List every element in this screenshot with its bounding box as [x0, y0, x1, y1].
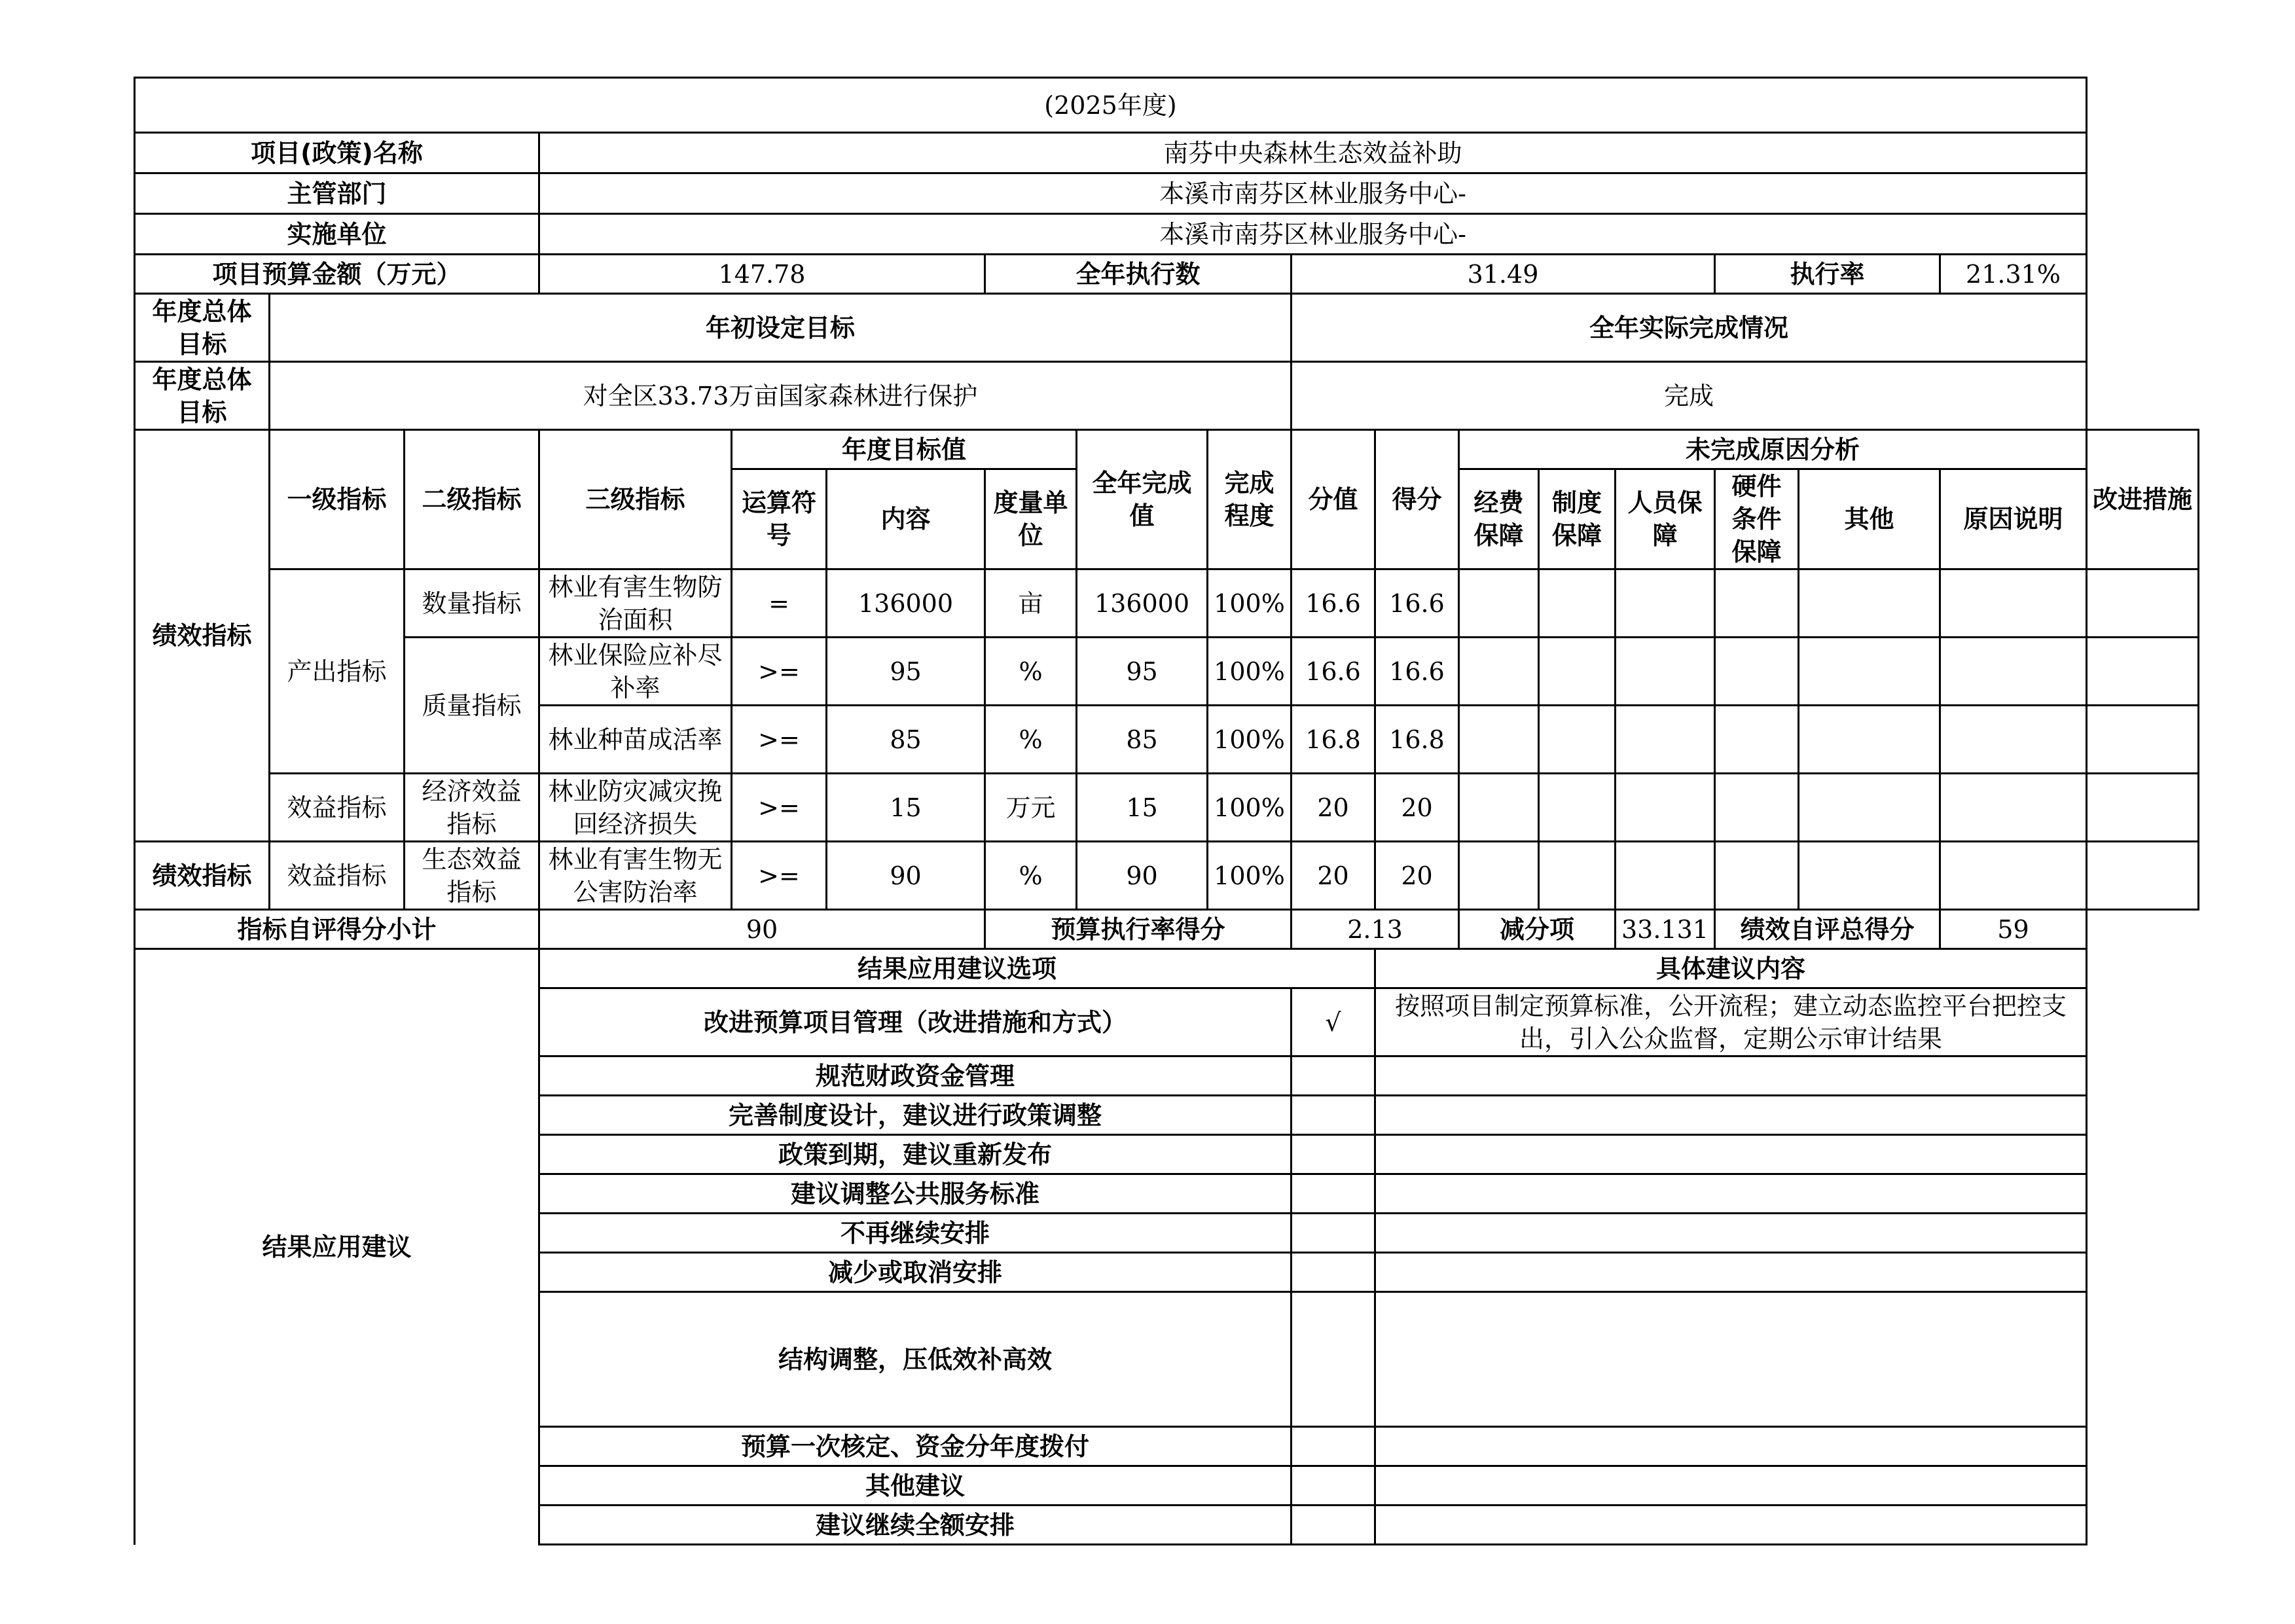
exec-rate-label: 执行率 — [1714, 255, 1940, 294]
header-level1: 一级指标 — [270, 430, 405, 569]
option-check — [1292, 1135, 1375, 1174]
level3-cell: 林业种苗成活率 — [539, 706, 732, 774]
content-cell: 95 — [827, 638, 985, 706]
option-check — [1292, 1214, 1375, 1253]
score-cell: 20 — [1375, 842, 1459, 910]
annual-goal-label: 年度总体目标 — [135, 362, 270, 430]
operator-cell: >= — [732, 706, 827, 774]
annual-goal-label: 年度总体目标 — [135, 294, 270, 362]
actual-cell: 15 — [1077, 774, 1208, 842]
header-reason-system: 制度保障 — [1539, 469, 1616, 569]
unit-label: 实施单位 — [135, 214, 539, 255]
dept-label: 主管部门 — [135, 173, 539, 214]
subtotal-label: 指标自评得分小计 — [135, 910, 539, 949]
project-name: 南芬中央森林生态效益补助 — [539, 133, 2087, 173]
level3-cell: 林业有害生物无公害防治率 — [539, 842, 732, 910]
score-value-cell: 16.6 — [1292, 638, 1375, 706]
level1-cell: 效益指标 — [270, 842, 405, 910]
exec-value: 31.49 — [1292, 255, 1715, 294]
option-check: √ — [1292, 988, 1375, 1056]
operator-cell: >= — [732, 774, 827, 842]
level3-cell: 林业防灾减灾挽回经济损失 — [539, 774, 732, 842]
option-check — [1292, 1056, 1375, 1096]
level2-cell: 经济效益指标 — [405, 774, 539, 842]
level1-cell: 效益指标 — [270, 774, 405, 842]
option-label: 预算一次核定、资金分年度拨付 — [539, 1427, 1292, 1466]
option-content: 按照项目制定预算标准，公开流程；建立动态监控平台把控支出，引入公众监督，定期公示审计结果 — [1375, 988, 2087, 1056]
results-options-header: 结果应用建议选项 — [539, 949, 1375, 988]
operator-cell: = — [732, 569, 827, 638]
content-cell: 85 — [827, 706, 985, 774]
option-check — [1292, 1427, 1375, 1466]
header-annual-target: 年度目标值 — [732, 430, 1077, 469]
actual-cell: 95 — [1077, 638, 1208, 706]
option-check — [1292, 1096, 1375, 1135]
header-reason-hardware: 硬件条件保障 — [1714, 469, 1798, 569]
exec-label: 全年执行数 — [985, 255, 1292, 294]
budget-label: 项目预算金额（万元） — [135, 255, 539, 294]
option-label: 不再继续安排 — [539, 1214, 1292, 1253]
header-score: 得分 — [1375, 430, 1459, 569]
total-score-value: 59 — [1940, 910, 2086, 949]
header-completion-degree: 完成程度 — [1208, 430, 1292, 569]
score-cell: 16.6 — [1375, 638, 1459, 706]
header-unit: 度量单位 — [985, 469, 1077, 569]
actual-completion-header: 全年实际完成情况 — [1292, 294, 2087, 362]
table-row — [135, 842, 2199, 910]
initial-goal-value: 对全区33.73万亩国家森林进行保护 — [270, 362, 1292, 430]
option-label: 结构调整，压低效补高效 — [539, 1292, 1292, 1427]
results-content-header: 具体建议内容 — [1375, 949, 2087, 988]
option-label: 政策到期，建议重新发布 — [539, 1135, 1292, 1174]
budget-score-value: 2.13 — [1292, 910, 1459, 949]
level2-cell: 生态效益指标 — [405, 842, 539, 910]
option-content — [1375, 1214, 2087, 1253]
option-content — [1375, 1466, 2087, 1506]
actual-completion-value: 完成 — [1292, 362, 2087, 430]
actual-cell: 90 — [1077, 842, 1208, 910]
score-cell: 20 — [1375, 774, 1459, 842]
deduct-value: 33.131 — [1616, 910, 1715, 949]
unit-cell: % — [985, 706, 1077, 774]
option-label: 建议调整公共服务标准 — [539, 1174, 1292, 1214]
perf-indicator-label: 绩效指标 — [135, 842, 270, 910]
option-check — [1292, 1253, 1375, 1292]
header-score-value: 分值 — [1292, 430, 1375, 569]
budget-score-label: 预算执行率得分 — [985, 910, 1292, 949]
operator-cell: >= — [732, 638, 827, 706]
option-check — [1292, 1174, 1375, 1214]
option-content — [1375, 1096, 2087, 1135]
unit-cell: % — [985, 842, 1077, 910]
score-cell: 16.6 — [1375, 569, 1459, 638]
option-check — [1292, 1506, 1375, 1545]
option-label: 改进预算项目管理（改进措施和方式） — [539, 988, 1292, 1056]
option-content — [1375, 1135, 2087, 1174]
header-level2: 二级指标 — [405, 430, 539, 569]
dept-value: 本溪市南芬区林业服务中心- — [539, 173, 2087, 214]
degree-cell: 100% — [1208, 842, 1292, 910]
header-actual-value: 全年完成值 — [1077, 430, 1208, 569]
header-reason-analysis: 未完成原因分析 — [1459, 430, 2087, 469]
report-title: (2025年度) — [135, 78, 2087, 133]
table-row — [135, 569, 2199, 638]
score-value-cell: 16.8 — [1292, 706, 1375, 774]
budget-value: 147.78 — [539, 255, 985, 294]
operator-cell: >= — [732, 842, 827, 910]
header-reason-staff: 人员保障 — [1616, 469, 1715, 569]
option-content — [1375, 1253, 2087, 1292]
content-cell: 90 — [827, 842, 985, 910]
header-level3: 三级指标 — [539, 430, 732, 569]
project-name-label: 项目(政策)名称 — [135, 133, 539, 173]
header-reason-funds: 经费保障 — [1459, 469, 1539, 569]
header-reason-other: 其他 — [1798, 469, 1940, 569]
score-value-cell: 20 — [1292, 842, 1375, 910]
perf-indicator-label: 绩效指标 — [135, 430, 270, 842]
header-improvement: 改进措施 — [2086, 430, 2198, 569]
level3-cell: 林业保险应补尽补率 — [539, 638, 732, 706]
content-cell: 15 — [827, 774, 985, 842]
actual-cell: 85 — [1077, 706, 1208, 774]
actual-cell: 136000 — [1077, 569, 1208, 638]
table-row — [135, 638, 2199, 706]
unit-value: 本溪市南芬区林业服务中心- — [539, 214, 2087, 255]
performance-table — [134, 77, 2199, 1545]
header-operator: 运算符号 — [732, 469, 827, 569]
level2-cell: 质量指标 — [405, 638, 539, 774]
total-score-label: 绩效自评总得分 — [1714, 910, 1940, 949]
option-content — [1375, 1292, 2087, 1427]
table-row — [135, 774, 2199, 842]
content-cell: 136000 — [827, 569, 985, 638]
score-value-cell: 16.6 — [1292, 569, 1375, 638]
deduct-label: 减分项 — [1459, 910, 1616, 949]
level2-cell: 数量指标 — [405, 569, 539, 638]
unit-cell: 亩 — [985, 569, 1077, 638]
level1-cell: 产出指标 — [270, 569, 405, 774]
exec-rate-value: 21.31% — [1940, 255, 2086, 294]
option-content — [1375, 1174, 2087, 1214]
degree-cell: 100% — [1208, 774, 1292, 842]
score-value-cell: 20 — [1292, 774, 1375, 842]
option-check — [1292, 1292, 1375, 1427]
subtotal-value: 90 — [539, 910, 985, 949]
option-label: 建议继续全额安排 — [539, 1506, 1292, 1545]
unit-cell: 万元 — [985, 774, 1077, 842]
option-label: 规范财政资金管理 — [539, 1056, 1292, 1096]
degree-cell: 100% — [1208, 638, 1292, 706]
option-label: 其他建议 — [539, 1466, 1292, 1506]
option-content — [1375, 1427, 2087, 1466]
results-application-label: 结果应用建议 — [135, 949, 539, 1545]
header-reason-desc: 原因说明 — [1940, 469, 2086, 569]
level3-cell: 林业有害生物防治面积 — [539, 569, 732, 638]
header-content: 内容 — [827, 469, 985, 569]
option-content — [1375, 1506, 2087, 1545]
option-check — [1292, 1466, 1375, 1506]
unit-cell: % — [985, 638, 1077, 706]
degree-cell: 100% — [1208, 569, 1292, 638]
option-label: 减少或取消安排 — [539, 1253, 1292, 1292]
score-cell: 16.8 — [1375, 706, 1459, 774]
option-label: 完善制度设计，建议进行政策调整 — [539, 1096, 1292, 1135]
option-content — [1375, 1056, 2087, 1096]
degree-cell: 100% — [1208, 706, 1292, 774]
initial-goal-header: 年初设定目标 — [270, 294, 1292, 362]
